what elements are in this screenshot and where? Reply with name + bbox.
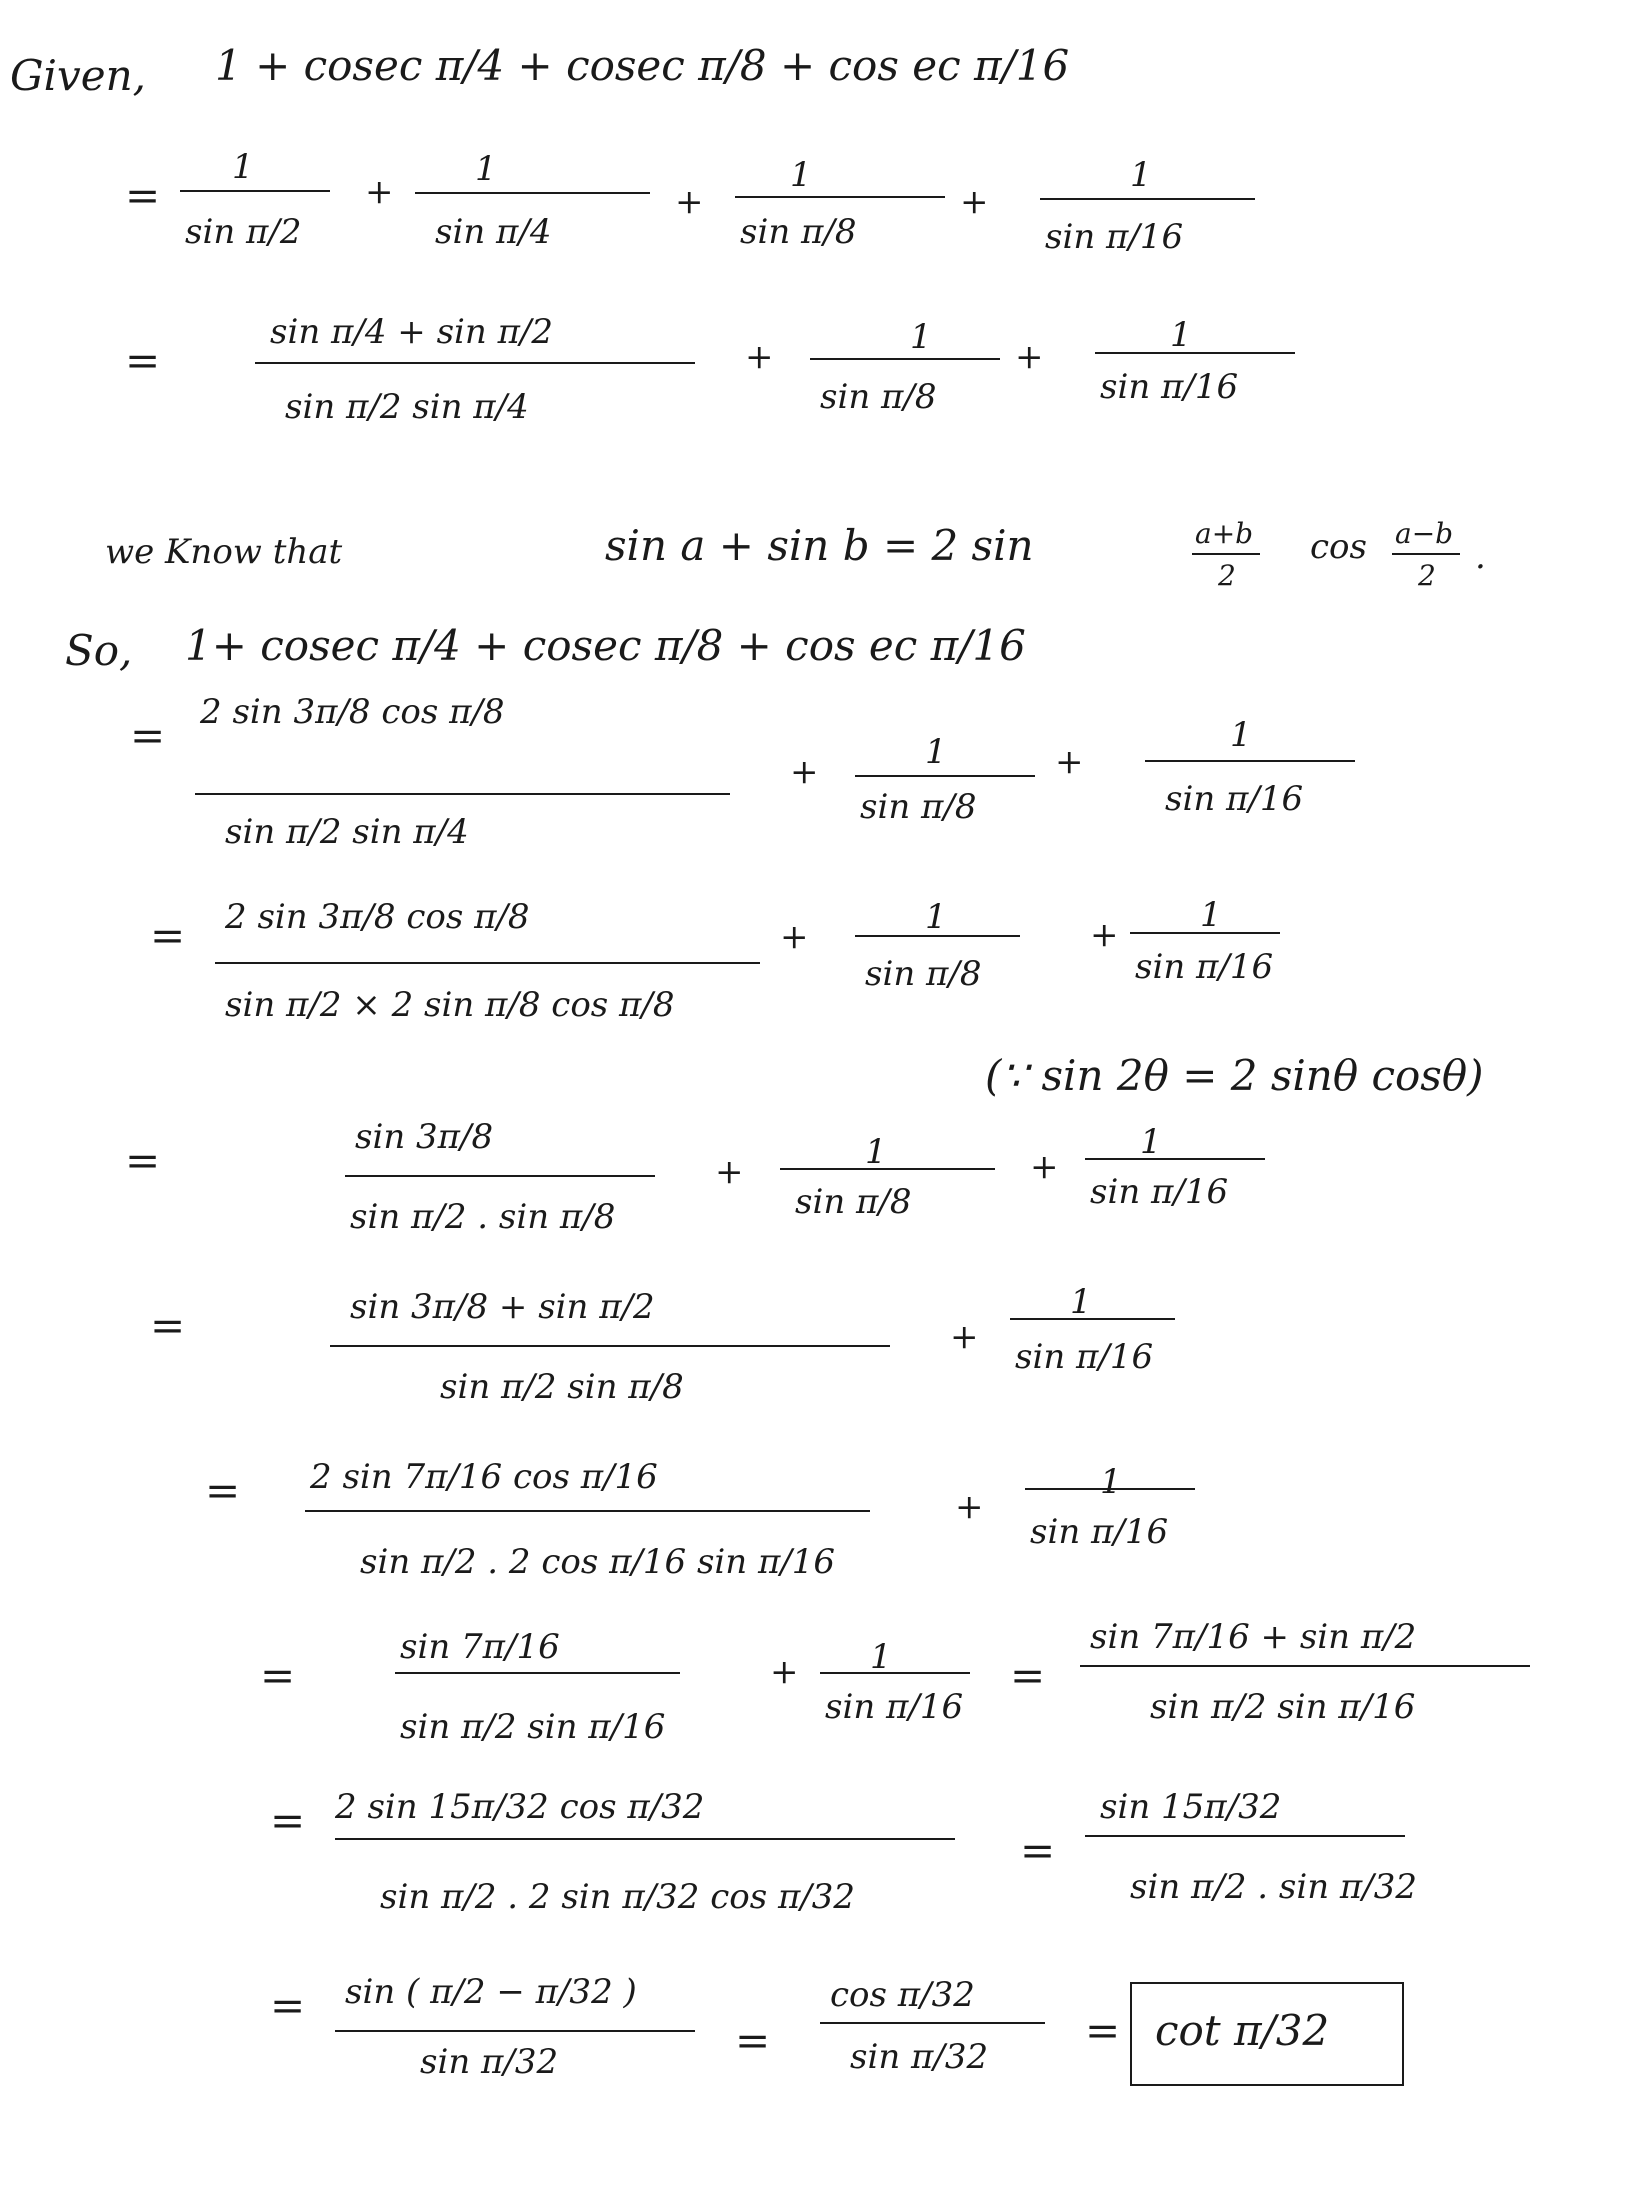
fraction-bar [335,1838,955,1840]
plus-sign: + [1015,337,1044,377]
fraction-bar [215,962,760,964]
identity-fraction-numerator: a+b [1195,517,1254,550]
fraction-bar [1010,1318,1175,1320]
equals-sign: = [125,171,161,220]
fraction-numerator: cos π/32 [830,1975,975,2015]
fraction-bar [255,362,695,364]
fraction-denominator: sin π/8 [860,787,977,827]
fraction-numerator: 1 [1200,895,1222,935]
fraction-bar [780,1168,995,1170]
fraction-numerator: 2 sin 15π/32 cos π/32 [335,1787,705,1827]
equals-sign: = [1085,2006,1121,2055]
fraction-bar [820,2022,1045,2024]
identity-fraction-denominator: 2 [1418,559,1436,592]
plus-sign: + [790,752,819,792]
fraction-denominator: sin π/32 [850,2037,989,2077]
equals-sign: = [735,2016,771,2065]
identity-fraction-denominator: 2 [1218,559,1236,592]
period: . [1475,537,1486,577]
fraction-numerator: sin 3π/8 + sin π/2 [350,1287,655,1327]
fraction-denominator: sin π/4 [435,212,552,252]
fraction-bar [1130,932,1280,934]
fraction-numerator: sin 15π/32 [1100,1787,1282,1827]
fraction-numerator: sin 7π/16 [400,1627,560,1667]
fraction-denominator: sin π/16 [1090,1172,1229,1212]
fraction-bar [735,196,945,198]
equals-sign: = [270,1981,306,2030]
fraction-denominator: sin π/16 [1030,1512,1169,1552]
fraction-denominator: sin π/8 [820,377,937,417]
fraction-bar [305,1510,870,1512]
fraction-numerator: 1 [1230,715,1252,755]
fraction-numerator: 1 [925,732,947,772]
fraction-denominator: sin π/2 . 2 sin π/32 cos π/32 [380,1877,856,1917]
sum-to-product-identity: sin a + sin b = 2 sin [605,521,1034,570]
equals-sign: = [150,911,186,960]
fraction-numerator: 1 [1140,1122,1162,1162]
fraction-bar [855,775,1035,777]
fraction-numerator: 1 [790,155,812,195]
equals-sign: = [205,1466,241,1515]
we-know-that-text: we Know that [105,532,343,572]
fraction-denominator: sin π/8 [795,1182,912,1222]
plus-sign: + [1090,915,1119,955]
fraction-bar [1145,760,1355,762]
fraction-numerator: 2 sin 7π/16 cos π/16 [310,1457,658,1497]
fraction-denominator: sin π/8 [740,212,857,252]
fraction-numerator: 1 [865,1132,887,1172]
plus-sign: + [675,182,704,222]
fraction-denominator: sin π/16 [825,1687,964,1727]
fraction-numerator: sin 3π/8 [355,1117,494,1157]
fraction-numerator: 1 [1070,1282,1092,1322]
fraction-denominator: sin π/2 sin π/16 [1150,1687,1416,1727]
identity-cos: cos [1310,527,1367,567]
fraction-denominator: sin π/2 sin π/4 [225,812,469,852]
fraction-denominator: sin π/2 . 2 cos π/16 sin π/16 [360,1542,836,1582]
plus-sign: + [1055,742,1084,782]
fraction-numerator: 1 [232,147,254,187]
fraction-bar [1040,198,1255,200]
fraction-numerator: sin 7π/16 + sin π/2 [1090,1617,1417,1657]
equals-sign: = [270,1796,306,1845]
plus-sign: + [960,182,989,222]
identity-fraction-numerator: a−b [1395,517,1454,550]
fraction-bar [1095,352,1295,354]
equals-sign: = [150,1301,186,1350]
fraction-bar [395,1672,680,1674]
equals-sign: = [125,336,161,385]
fraction-bar [345,1175,655,1177]
plus-sign: + [770,1652,799,1692]
plus-sign: + [365,172,394,212]
fraction-denominator: sin π/2 . sin π/32 [1130,1867,1417,1907]
equals-sign: = [125,1136,161,1185]
fraction-numerator: 1 [1100,1462,1122,1502]
equals-sign: = [130,711,166,760]
fraction-bar [1392,553,1460,555]
plus-sign: + [715,1152,744,1192]
fraction-denominator: sin π/16 [1135,947,1274,987]
fraction-bar [195,793,730,795]
fraction-numerator: 1 [925,897,947,937]
fraction-denominator: sin π/16 [1045,217,1184,257]
fraction-bar [855,935,1020,937]
fraction-denominator: sin π/8 [865,954,982,994]
fraction-bar [1085,1835,1405,1837]
fraction-bar [335,2030,695,2032]
fraction-numerator: 2 sin 3π/8 cos π/8 [200,692,505,732]
fraction-denominator: sin π/16 [1165,779,1304,819]
fraction-denominator: sin π/2 sin π/4 [285,387,529,427]
fraction-denominator: sin π/2 . sin π/8 [350,1197,616,1237]
given-label: Given, [10,51,146,100]
so-label: So, [65,626,133,675]
expression-line-2: 1+ cosec π/4 + cosec π/8 + cos ec π/16 [185,621,1026,670]
fraction-bar [820,1672,970,1674]
equals-sign: = [1020,1826,1056,1875]
fraction-numerator: 1 [475,149,497,189]
fraction-bar [180,190,330,192]
fraction-bar [1080,1665,1530,1667]
plus-sign: + [950,1317,979,1357]
plus-sign: + [1030,1147,1059,1187]
fraction-bar [1192,553,1260,555]
fraction-numerator: sin ( π/2 − π/32 ) [345,1972,637,2012]
fraction-denominator: sin π/2 [185,212,302,252]
fraction-denominator: sin π/2 sin π/8 [440,1367,684,1407]
fraction-bar [1025,1488,1195,1490]
fraction-numerator: 1 [1170,315,1192,355]
fraction-bar [415,192,650,194]
plus-sign: + [780,917,809,957]
fraction-bar [1085,1158,1265,1160]
fraction-numerator: sin π/4 + sin π/2 [270,312,554,352]
fraction-numerator: 2 sin 3π/8 cos π/8 [225,897,530,937]
double-angle-note: (∵ sin 2θ = 2 sinθ cosθ) [985,1051,1484,1100]
equals-sign: = [1010,1651,1046,1700]
fraction-denominator: sin π/32 [420,2042,559,2082]
expression-line-1: 1 + cosec π/4 + cosec π/8 + cos ec π/16 [215,41,1070,90]
plus-sign: + [955,1487,984,1527]
fraction-numerator: 1 [870,1637,892,1677]
fraction-denominator: sin π/2 sin π/16 [400,1707,666,1747]
fraction-bar [810,358,1000,360]
final-answer: cot π/32 [1155,2006,1330,2055]
equals-sign: = [260,1651,296,1700]
fraction-denominator: sin π/16 [1015,1337,1154,1377]
fraction-numerator: 1 [910,317,932,357]
fraction-bar [330,1345,890,1347]
fraction-numerator: 1 [1130,155,1152,195]
plus-sign: + [745,337,774,377]
fraction-denominator: sin π/16 [1100,367,1239,407]
fraction-denominator: sin π/2 × 2 sin π/8 cos π/8 [225,985,675,1025]
